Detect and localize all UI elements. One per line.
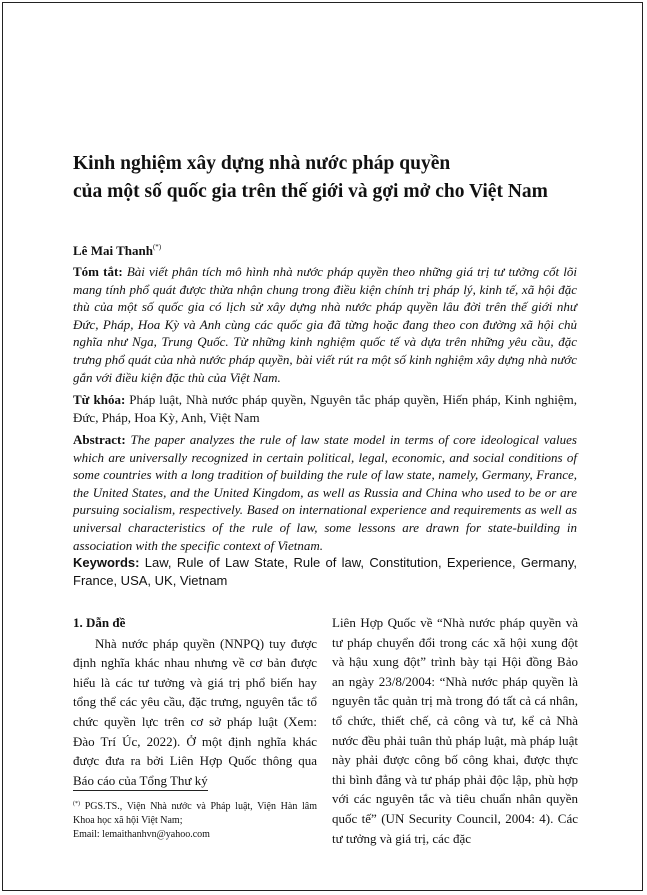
- left-column: [73, 613, 317, 790]
- title-line-1: Kinh nghiệm xây dựng nhà nước pháp quyền: [73, 153, 451, 174]
- footnote-divider: [73, 790, 208, 791]
- keywords-vi: [73, 391, 577, 426]
- author-footnote-mark: (*): [152, 243, 162, 251]
- footnote-affiliation: PGS.TS., Viện Nhà nước và Pháp luật, Viện Hàn lâm Khoa học xã hội Việt Nam;: [73, 801, 318, 827]
- keywords-en: [73, 554, 577, 589]
- author: [73, 243, 161, 259]
- section-paragraph-right: Liên Hợp Quốc về “Nhà nước pháp quyền và tư pháp chuyển đổi trong các xã hội xung đột và hậu xung đột” trình bày tại Hội đồng Bảo an ngày 23/8/2004: “Nhà nước pháp quyền là nguyên tắc quản trị mà trong đó tất cả cá nhân, tổ chức, thiết chế, cả công và tư, kể cả Nhà nước đều phải tuân thủ pháp luật, mà pháp luật này phải được công bố công khai, được thực thi bình đẳng và tư pháp phải độc lập, phù hợp với các nguyên tắc và tiêu chuẩn nhân quyền quốc tế” (UN Security Council, 2004: 4). Các tư tưởng và giá trị, các đặc: [332, 615, 578, 846]
- section-paragraph-left: Nhà nước pháp quyền (NNPQ) tuy được định nghĩa khác nhau nhưng về cơ bản được hiểu là các tư tưởng và giá trị phổ biến hay tổng thể các yêu cầu, đặc trưng, nguyên tắc tổ chức quyền lực trên cơ sở pháp luật (Xem: Đào Trí Úc, 2022). Ở một định nghĩa khác được đưa ra bởi Liên Hợp Quốc thông qua Báo cáo của Tổng Thư ký: [73, 635, 317, 788]
- summary-label: Tóm tắt:: [73, 264, 123, 279]
- title-line-2: của một số quốc gia trên thế giới và gợi mở cho Việt Nam: [73, 181, 548, 202]
- abstract-text: The paper analyzes the rule of law state model in terms of core ideological values which are universally recognized in certain political, legal, economic, and social conditions of some countries with a long tradition of building the rule of law state, namely, Germany, France, the United States, and the United Kingdom, as well as Russia and China who used to be or are pursuing socialism, respectively. Based on international experience and requirements as well as universal characteristics of the rule of law, some lessons are drawn for state-building in association with the specific context of Vietnam.: [73, 432, 577, 553]
- author-name: Lê Mai Thanh: [73, 243, 153, 258]
- keywords-vi-text: Pháp luật, Nhà nước pháp quyền, Nguyên tắc pháp quyền, Hiến pháp, Kinh nghiệm, Đức, Pháp, Hoa Kỳ, Anh, Việt Nam: [73, 392, 577, 425]
- footnote-mark: (*): [73, 801, 80, 807]
- summary-text: Bài viết phân tích mô hình nhà nước pháp quyền theo những giá trị tư tưởng cốt lõi mang tính phổ quát được thừa nhận chung trong điều kiện chính trị pháp lý, kinh tế, xã hội đặc thù của một số quốc gia có lịch sử xây dựng nhà nước pháp quyền lâu đời trên thế giới như Đức, Pháp, Hoa Kỳ và Anh cùng các quốc gia đã từng hoặc đang theo con đường xã hội chủ nghĩa như Nga, Trung Quốc. Từ những kinh nghiệm quốc tế và dựa trên những yêu cầu, đặc trưng phổ quát của nhà nước pháp quyền, bài viết rút ra một số kinh nghiệm xây dựng nhà nước gắn với điều kiện đặc thù của Việt Nam.: [73, 264, 578, 385]
- abstract-en: [73, 431, 577, 554]
- keywords-en-label: Keywords:: [73, 555, 140, 570]
- summary-vi: [73, 263, 577, 386]
- keywords-en-text: Law, Rule of Law State, Rule of law, Constitution, Experience, Germany, France, USA, UK, Vietnam: [73, 555, 577, 588]
- footnote-line-1: [73, 797, 317, 828]
- footnote-email: Email: lemaithanhvn@yahoo.com: [73, 829, 210, 841]
- keywords-vi-label: Từ khóa:: [73, 392, 126, 407]
- right-column: [332, 613, 578, 848]
- section-heading: 1. Dẫn đề: [73, 615, 126, 630]
- footnote: [73, 797, 317, 843]
- abstract-label: Abstract:: [73, 432, 126, 447]
- article-title: [73, 150, 593, 206]
